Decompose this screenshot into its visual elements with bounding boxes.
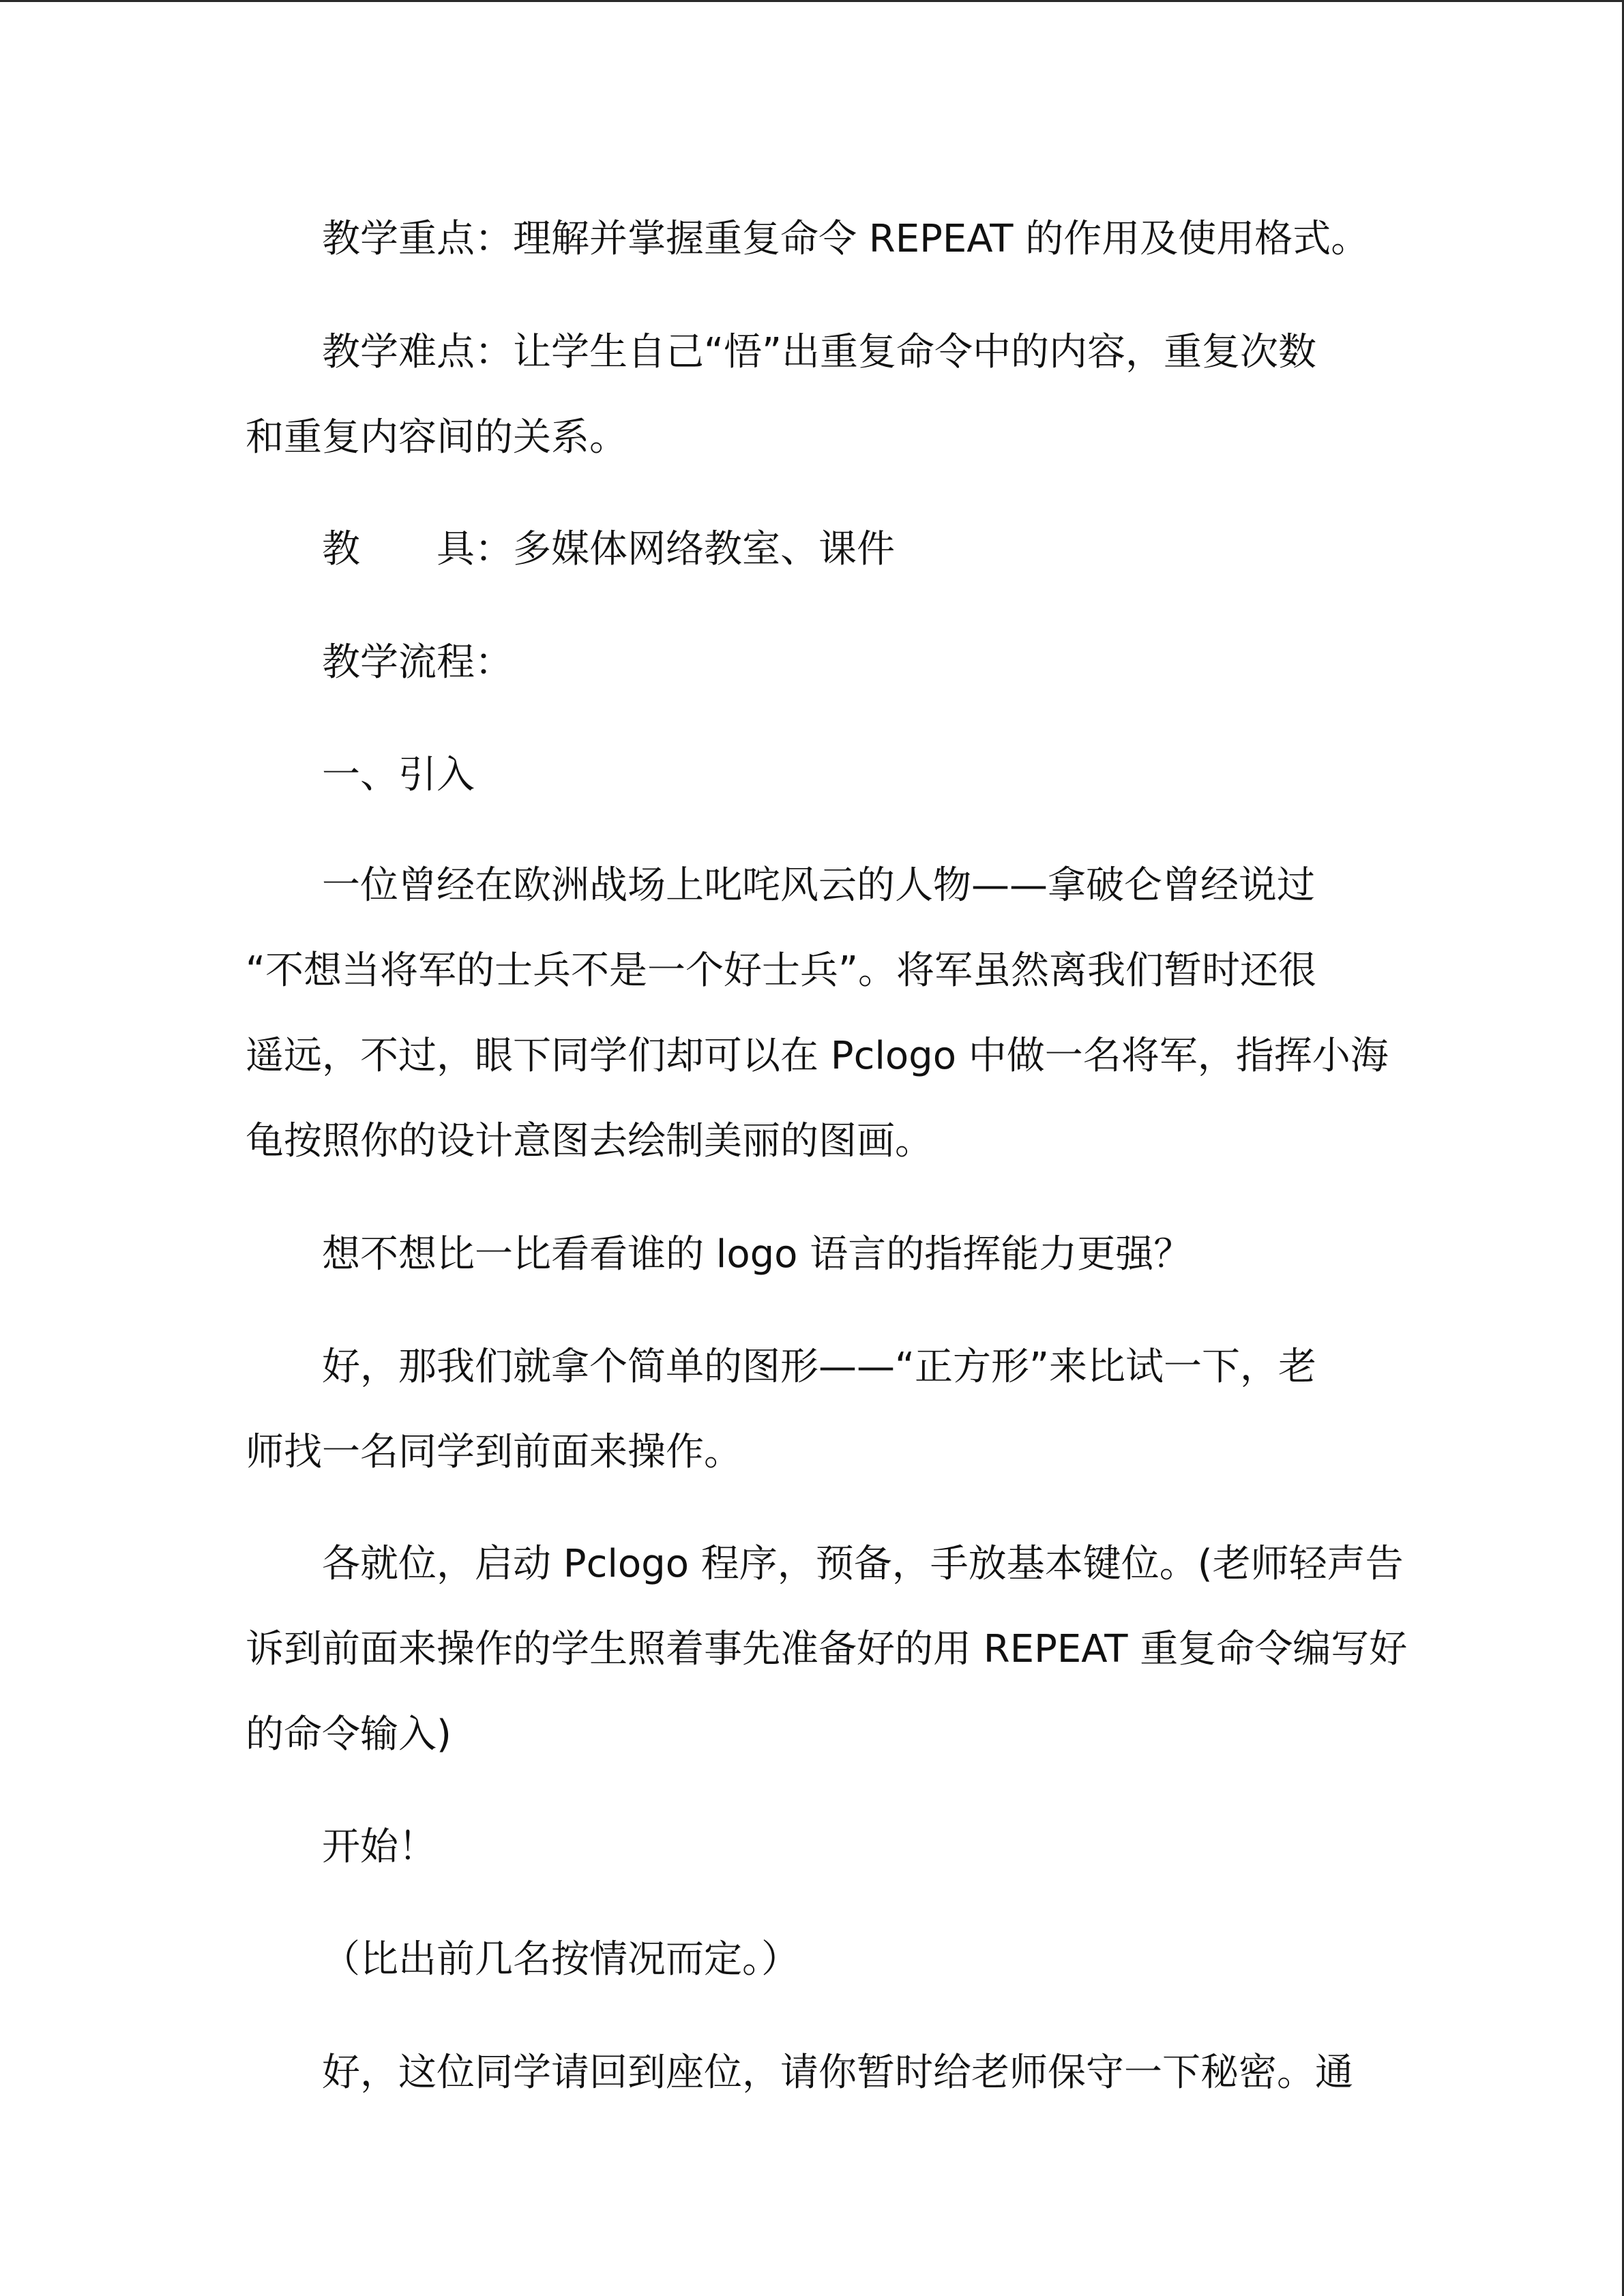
paragraph-ready-line-1: 各就位，启动 Pclogo 程序，预备，手放基本键位。(老师轻声告 xyxy=(322,1542,1404,1586)
paragraph-ready-line-2: 诉到前面来操作的学生照着事先准备好的用 REPEAT 重复命令编写好 xyxy=(246,1627,1408,1671)
paragraph-napoleon-line-2: “不想当将军的士兵不是一个好士兵”。将军虽然离我们暂时还很 xyxy=(246,949,1317,993)
document-page xyxy=(246,0,1408,2296)
teaching-aids-line: 教 具：多媒体网络教室、课件 xyxy=(322,527,895,571)
start-line: 开始！ xyxy=(322,1825,437,1869)
paragraph-napoleon-line-4: 龟按照你的设计意图去绘制美丽的图画。 xyxy=(246,1119,933,1163)
difficulty-line-1: 教学难点：让学生自己“悟”出重复命令中的内容，重复次数 xyxy=(322,330,1317,374)
section-intro-heading: 一、引入 xyxy=(322,753,475,797)
paragraph-compare-line: 想不想比一比看看谁的 logo 语言的指挥能力更强？ xyxy=(322,1232,1192,1277)
difficulty-line-2: 和重复内容间的关系。 xyxy=(246,415,628,460)
key-point-line: 教学重点：理解并掌握重复命令 REPEAT 的作用及使用格式。 xyxy=(322,217,1370,261)
paragraph-napoleon-line-1: 一位曾经在欧洲战场上叱咤风云的人物——拿破仑曾经说过 xyxy=(322,863,1315,908)
paragraph-napoleon-line-3: 遥远，不过，眼下同学们却可以在 Pclogo 中做一名将军，指挥小海 xyxy=(246,1034,1389,1078)
paragraph-secret-line: 好，这位同学请回到座位，请你暂时给老师保守一下秘密。通 xyxy=(322,2051,1353,2095)
paragraph-ready-line-3: 的命令输入) xyxy=(246,1712,452,1757)
teaching-process-heading: 教学流程： xyxy=(322,640,513,685)
paragraph-square-line-1: 好，那我们就拿个简单的图形——“正方形”来比试一下，老 xyxy=(322,1345,1317,1389)
ranking-note-line: （比出前几名按情况而定。） xyxy=(322,1937,799,1982)
paragraph-square-line-2: 师找一名同学到前面来操作。 xyxy=(246,1430,742,1474)
